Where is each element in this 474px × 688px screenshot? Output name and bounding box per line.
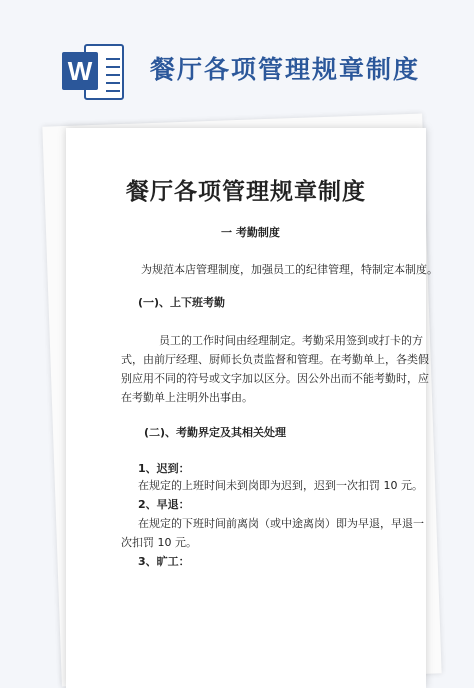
item-heading-early-leave: 2、早退： (138, 498, 190, 511)
header-title: 餐厅各项管理规章制度 (150, 55, 421, 84)
item-text-early-leave: 次扣罚 10 元。 (121, 536, 197, 549)
paragraph-line: 式，由前厅经理、厨师长负责监督和管理。在考勤单上，各类假 (121, 353, 429, 366)
item-text-early-leave: 在规定的下班时间前离岗（或中途离岗）即为早退，早退一 (138, 517, 424, 530)
document-page (66, 128, 438, 688)
item-heading-absence: 3、旷工： (138, 555, 190, 568)
intro-paragraph: 为规范本店管理制度，加强员工的纪律管理，特制定本制度。 (141, 263, 438, 276)
subsection-heading-2: (二)、考勤界定及其相关处理 (144, 426, 287, 439)
section-heading: 一 考勤制度 (221, 226, 280, 239)
word-logo-badge: W (62, 52, 98, 90)
item-heading-late: 1、迟到： (138, 462, 190, 475)
paragraph-line: 别应用不同的符号或文字加以区分。因公外出而不能考勤时，应 (121, 372, 429, 385)
word-document-icon (62, 40, 126, 104)
item-text-late: 在规定的上班时间未到岗即为迟到，迟到一次扣罚 10 元。 (138, 479, 423, 492)
document-title: 餐厅各项管理规章制度 (126, 179, 366, 205)
paragraph-line: 员工的工作时间由经理制定。考勤采用签到或打卡的方 (159, 334, 423, 347)
subsection-heading-1: (一)、上下班考勤 (138, 296, 226, 309)
paragraph-line: 在考勤单上注明外出事由。 (121, 391, 253, 404)
header (0, 0, 474, 120)
